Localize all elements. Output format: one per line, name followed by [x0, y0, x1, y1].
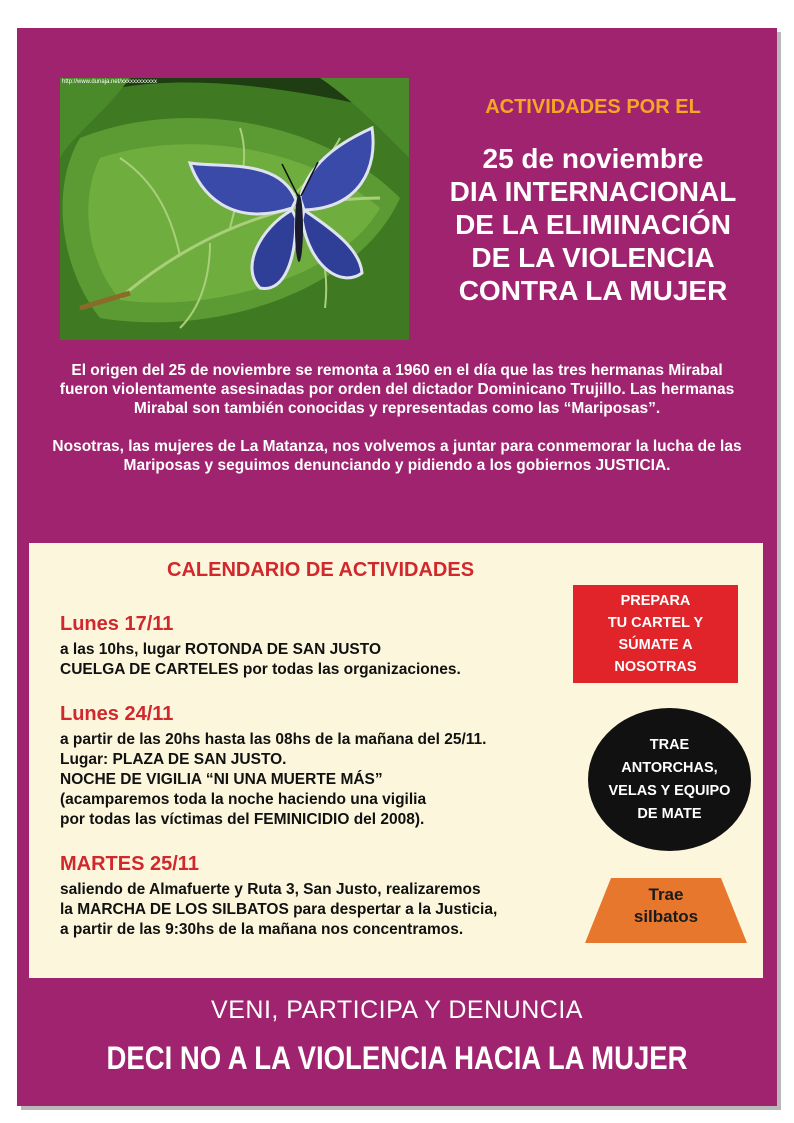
calendar-title: CALENDARIO DE ACTIVIDADES	[167, 559, 475, 581]
callout-line: TRAE	[649, 736, 690, 753]
event-detail: saliendo de Almafuerte y Ruta 3, San Justo, realizaremos	[60, 881, 481, 898]
event-item	[60, 853, 497, 940]
event-detail: a las 10hs, lugar ROTONDA DE SAN JUSTO	[60, 641, 381, 658]
callout-line: silbatos	[633, 907, 699, 926]
footer-headline: DECI NO A LA VIOLENCIA HACIA LA MUJER	[106, 1040, 688, 1076]
intro-paragraph: El origen del 25 de noviembre se remonta a 1960 en el día que las tres hermanas Mirabal fueron violentamente asesinadas por orden del dictador Dominicano Trujillo. Las hermanas Mirabal son también conocidas y representadas como las “Mariposas”.	[59, 362, 735, 417]
callout-line: Trae	[648, 885, 684, 904]
event-item	[60, 613, 461, 680]
poster	[17, 28, 777, 1106]
title-line: DE LA VIOLENCIA	[471, 242, 715, 273]
callout-line: NOSOTRAS	[614, 659, 697, 675]
event-detail: por todas las víctimas del FEMINICIDIO del 2008).	[60, 811, 425, 828]
antorchas-callout	[588, 708, 751, 851]
title-line: DIA INTERNACIONAL	[449, 176, 737, 207]
photo-watermark-url: http://www.dunaja.net/xxxxxxxxxxxx	[62, 79, 158, 85]
callout-line: TU CARTEL Y	[607, 615, 704, 631]
cartel-callout	[573, 585, 738, 683]
butterfly-photo	[60, 78, 409, 340]
event-date: MARTES 25/11	[60, 853, 199, 875]
callout-line: VELAS Y EQUIPO	[608, 782, 731, 799]
callout-line: PREPARA	[620, 593, 691, 609]
intro-paragraph: Nosotras, las mujeres de La Matanza, nos volvemos a juntar para conmemorar la lucha de las Mariposas y seguimos denunciando y pidiendo a los gobiernos JUSTICIA.	[52, 438, 742, 474]
event-detail: Lugar: PLAZA DE SAN JUSTO.	[60, 751, 287, 768]
event-detail: la MARCHA DE LOS SILBATOS para despertar a la Justicia,	[60, 901, 498, 918]
intro-text	[50, 361, 744, 475]
event-date: Lunes 24/11	[60, 703, 174, 725]
activities-label: ACTIVIDADES POR EL	[485, 96, 701, 118]
event-detail: a partir de las 20hs hasta las 08hs de la mañana del 25/11.	[60, 731, 487, 748]
title-line: DE LA ELIMINACIÓN	[455, 209, 731, 240]
silbatos-callout	[585, 878, 747, 943]
footer-slogan: VENI, PARTICIPA Y DENUNCIA	[211, 996, 583, 1024]
event-detail: NOCHE DE VIGILIA “NI UNA MUERTE MÁS”	[60, 771, 383, 788]
event-detail: CUELGA DE CARTELES por todas las organizaciones.	[60, 661, 461, 678]
callout-text	[585, 884, 747, 928]
event-date: Lunes 17/11	[60, 613, 174, 635]
event-item	[60, 703, 486, 830]
event-detail: a partir de las 9:30hs de la mañana nos concentramos.	[60, 921, 464, 938]
callout-line: ANTORCHAS,	[621, 759, 718, 776]
calendar-panel	[29, 543, 763, 978]
event-detail: (acamparemos toda la noche haciendo una vigilia	[60, 791, 427, 808]
callout-line: DE MATE	[637, 805, 702, 822]
callout-line: SÚMATE A	[618, 637, 693, 653]
title-line: 25 de noviembre	[482, 143, 704, 174]
event-title	[433, 142, 753, 307]
title-line: CONTRA LA MUJER	[458, 275, 728, 306]
